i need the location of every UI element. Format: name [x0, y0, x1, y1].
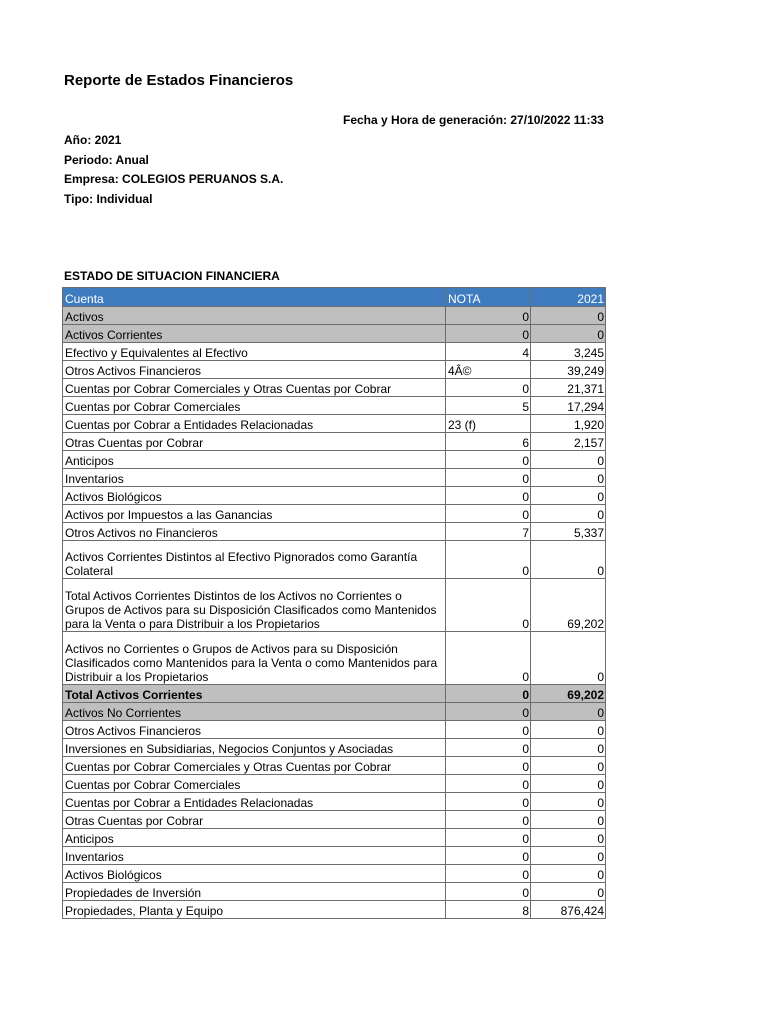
- table-row: [63, 541, 606, 579]
- cell-cuenta: Activos Corrientes: [63, 325, 446, 343]
- cell-nota: 0: [446, 883, 531, 901]
- cell-nota: 0: [446, 847, 531, 865]
- table-row: [63, 307, 606, 325]
- table-header-row: [63, 288, 606, 307]
- cell-value-2021: 876,424: [531, 901, 606, 919]
- cell-cuenta: Otros Activos no Financieros: [63, 523, 446, 541]
- cell-nota: 7: [446, 523, 531, 541]
- cell-cuenta: Activos no Corrientes o Grupos de Activos para su Disposición Clasificados como Mantenidos para la Venta o como Mantenidos para Distribuir a los Propietarios: [63, 632, 446, 685]
- cell-cuenta: Inversiones en Subsidiarias, Negocios Conjuntos y Asociadas: [63, 739, 446, 757]
- cell-value-2021: 0: [531, 451, 606, 469]
- cell-cuenta: Cuentas por Cobrar Comerciales: [63, 775, 446, 793]
- table-row: [63, 739, 606, 757]
- table-row: [63, 343, 606, 361]
- cell-cuenta: Activos Biológicos: [63, 487, 446, 505]
- report-type: Tipo: Individual: [64, 192, 153, 206]
- header-cuenta: Cuenta: [63, 288, 446, 307]
- generation-datetime: Fecha y Hora de generación: 27/10/2022 11:33: [343, 113, 604, 127]
- table-row: [63, 883, 606, 901]
- cell-cuenta: Activos: [63, 307, 446, 325]
- cell-cuenta: Total Activos Corrientes: [63, 685, 446, 703]
- cell-value-2021: 0: [531, 829, 606, 847]
- header-nota: NOTA: [446, 288, 531, 307]
- cell-value-2021: 0: [531, 325, 606, 343]
- cell-nota: 0: [446, 379, 531, 397]
- cell-value-2021: 5,337: [531, 523, 606, 541]
- cell-cuenta: Propiedades, Planta y Equipo: [63, 901, 446, 919]
- cell-value-2021: 0: [531, 487, 606, 505]
- cell-value-2021: 2,157: [531, 433, 606, 451]
- cell-value-2021: 0: [531, 793, 606, 811]
- report-year: Año: 2021: [64, 133, 122, 147]
- cell-cuenta: Cuentas por Cobrar a Entidades Relacionadas: [63, 793, 446, 811]
- table-row: [63, 361, 606, 379]
- cell-nota: 6: [446, 433, 531, 451]
- cell-value-2021: 1,920: [531, 415, 606, 433]
- cell-nota: 0: [446, 739, 531, 757]
- cell-nota: 0: [446, 541, 531, 579]
- statement-title: ESTADO DE SITUACION FINANCIERA: [64, 269, 280, 283]
- cell-cuenta: Inventarios: [63, 469, 446, 487]
- table-row: [63, 703, 606, 721]
- cell-cuenta: Otros Activos Financieros: [63, 361, 446, 379]
- table-row: [63, 721, 606, 739]
- table-row: [63, 847, 606, 865]
- table-row: [63, 451, 606, 469]
- table-row: [63, 523, 606, 541]
- cell-nota: 0: [446, 325, 531, 343]
- cell-cuenta: Cuentas por Cobrar Comerciales y Otras Cuentas por Cobrar: [63, 757, 446, 775]
- cell-cuenta: Otras Cuentas por Cobrar: [63, 811, 446, 829]
- cell-nota: 4: [446, 343, 531, 361]
- cell-value-2021: 0: [531, 739, 606, 757]
- table-row: [63, 433, 606, 451]
- cell-cuenta: Anticipos: [63, 829, 446, 847]
- table-row: [63, 757, 606, 775]
- report-company: Empresa: COLEGIOS PERUANOS S.A.: [64, 172, 284, 186]
- cell-nota: 0: [446, 451, 531, 469]
- cell-nota: 0: [446, 865, 531, 883]
- table-row: [63, 685, 606, 703]
- table-row: [63, 469, 606, 487]
- table-row: [63, 829, 606, 847]
- cell-value-2021: 0: [531, 505, 606, 523]
- cell-nota: 0: [446, 721, 531, 739]
- table-row: [63, 415, 606, 433]
- table-row: [63, 775, 606, 793]
- report-period: Periodo: Anual: [64, 153, 149, 167]
- cell-value-2021: 0: [531, 757, 606, 775]
- cell-nota: 0: [446, 632, 531, 685]
- cell-nota: 0: [446, 685, 531, 703]
- cell-nota: 0: [446, 703, 531, 721]
- cell-value-2021: 0: [531, 307, 606, 325]
- cell-value-2021: 69,202: [531, 579, 606, 632]
- table-row: [63, 632, 606, 685]
- cell-value-2021: 21,371: [531, 379, 606, 397]
- cell-value-2021: 0: [531, 847, 606, 865]
- cell-cuenta: Activos Corrientes Distintos al Efectivo Pignorados como Garantía Colateral: [63, 541, 446, 579]
- cell-cuenta: Anticipos: [63, 451, 446, 469]
- table-row: [63, 901, 606, 919]
- cell-nota: 8: [446, 901, 531, 919]
- cell-cuenta: Activos No Corrientes: [63, 703, 446, 721]
- cell-cuenta: Inventarios: [63, 847, 446, 865]
- cell-value-2021: 3,245: [531, 343, 606, 361]
- cell-nota: 0: [446, 811, 531, 829]
- cell-nota: 0: [446, 793, 531, 811]
- cell-value-2021: 0: [531, 883, 606, 901]
- cell-nota: 0: [446, 505, 531, 523]
- cell-value-2021: 0: [531, 632, 606, 685]
- cell-value-2021: 0: [531, 541, 606, 579]
- cell-value-2021: 0: [531, 811, 606, 829]
- cell-nota: 4Â©: [446, 361, 531, 379]
- cell-cuenta: Cuentas por Cobrar Comerciales y Otras Cuentas por Cobrar: [63, 379, 446, 397]
- table-row: [63, 579, 606, 632]
- cell-cuenta: Propiedades de Inversión: [63, 883, 446, 901]
- cell-nota: 23 (f): [446, 415, 531, 433]
- cell-value-2021: 39,249: [531, 361, 606, 379]
- report-title: Reporte de Estados Financieros: [64, 72, 294, 89]
- table-row: [63, 793, 606, 811]
- cell-cuenta: Activos por Impuestos a las Ganancias: [63, 505, 446, 523]
- cell-nota: 0: [446, 579, 531, 632]
- cell-cuenta: Cuentas por Cobrar Comerciales: [63, 397, 446, 415]
- cell-cuenta: Activos Biológicos: [63, 865, 446, 883]
- table-row: [63, 397, 606, 415]
- cell-nota: 5: [446, 397, 531, 415]
- cell-nota: 0: [446, 487, 531, 505]
- cell-cuenta: Total Activos Corrientes Distintos de los Activos no Corrientes o Grupos de Activos para su Disposición Clasificados como Mantenidos para la Venta o para Distribuir a los Propietarios: [63, 579, 446, 632]
- table-row: [63, 505, 606, 523]
- cell-cuenta: Cuentas por Cobrar a Entidades Relacionadas: [63, 415, 446, 433]
- cell-nota: 0: [446, 757, 531, 775]
- cell-nota: 0: [446, 775, 531, 793]
- cell-cuenta: Otras Cuentas por Cobrar: [63, 433, 446, 451]
- cell-value-2021: 0: [531, 703, 606, 721]
- cell-nota: 0: [446, 307, 531, 325]
- financial-table: [62, 287, 606, 919]
- table-row: [63, 379, 606, 397]
- cell-value-2021: 0: [531, 721, 606, 739]
- cell-value-2021: 0: [531, 865, 606, 883]
- cell-value-2021: 69,202: [531, 685, 606, 703]
- table-row: [63, 811, 606, 829]
- cell-nota: 0: [446, 469, 531, 487]
- cell-value-2021: 0: [531, 775, 606, 793]
- cell-value-2021: 0: [531, 469, 606, 487]
- table-row: [63, 865, 606, 883]
- cell-value-2021: 17,294: [531, 397, 606, 415]
- table-body: [63, 307, 606, 919]
- table-row: [63, 325, 606, 343]
- cell-nota: 0: [446, 829, 531, 847]
- header-year: 2021: [531, 288, 606, 307]
- cell-cuenta: Efectivo y Equivalentes al Efectivo: [63, 343, 446, 361]
- table-row: [63, 487, 606, 505]
- cell-cuenta: Otros Activos Financieros: [63, 721, 446, 739]
